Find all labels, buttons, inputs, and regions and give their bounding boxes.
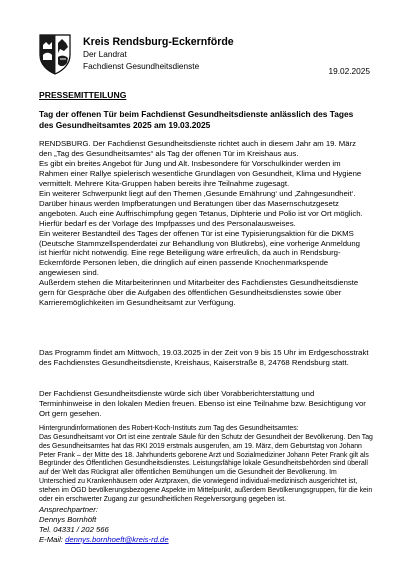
- contact-label: Ansprechpartner:: [39, 505, 98, 514]
- closing-paragraph: [39, 389, 369, 419]
- paragraph: Es gibt ein breites Angebot für Jung und Alt. Insbesondere für Vorschulkinder werden im Rahmen einer Rallye spielerisch wesentliche Grundlagen von Gesundheit, Klima und Hygiene vermittelt. Mehrere Kita-Gruppen haben bereits ihre Teilnahme zugesagt.: [39, 158, 362, 188]
- paragraph: RENDSBURG. Der Fachdienst Gesundheitsdienste richtet auch in diesem Jahr am 19. März den „Tag des Gesundheitsamtes“ als Tag der offenen Tür im Kreishaus aus.: [39, 139, 357, 158]
- paragraph: Der Fachdienst Gesundheitsdienste würde sich über Vorabberichterstattung und Terminhinweise in den lokalen Medien freuen. Ebenso ist eine Teilnahme bzw. Besichtigung vor Ort gern gesehen.: [39, 389, 366, 418]
- contact-block: [39, 505, 369, 545]
- paragraph: Darüber hinaus werden Impfberatungen und Beratungen über das Masernschutzgesetz angeboten. Auch eine Auffrischimpfung gegen Tetanus, Diphterie und Polio ist vor Ort möglich. Hierfür bedarf es der Vorlage des Impfpasses und des Personalausweises.: [39, 198, 363, 228]
- contact-name: Dennys Bornhöft: [39, 515, 97, 524]
- paragraph: Ein weiterer Bestandteil des Tages der offenen Tür ist eine Typisierungsaktion für die DKMS (Deutsche Stammzellspenderdatei zur Behandlung von Blutkrebs), eine vorherige Anmeldung ist hierfür nicht notwendig. Eine rege Beteiligung wäre erfreulich, da auch in Rendsburg-Eckernförde Personen leben, die dringlich auf einen passende Knochenmarkspende angewiesen sind.: [39, 228, 360, 278]
- main-text: [39, 139, 369, 308]
- contact-email-label: E-Mail:: [39, 535, 63, 544]
- coat-of-arms-icon: [38, 33, 72, 75]
- org-header: [83, 36, 343, 72]
- document-date: 19.02.2025: [328, 66, 370, 76]
- paragraph: Außerdem stehen die Mitarbeiterinnen und Mitarbeiter des Fachdienstes Gesundheitsdienste gern für Gespräche über die Aufgaben des öffentlichen Gesundheitsdienstes sowie über Karrieremöglichkeiten im Gesundheitsamt zur Verfügung.: [39, 278, 359, 308]
- background-info: [39, 425, 374, 505]
- contact-email-row: [39, 535, 369, 545]
- press-headline: Tag der offenen Tür beim Fachdienst Gesundheitsdienste anlässlich des Tages des Gesundheitsamtes 2025 am 19.03.2025: [39, 109, 354, 131]
- org-subtitle: Der Landrat: [83, 49, 127, 59]
- contact-phone: Tel. 04331 / 202 566: [39, 525, 109, 534]
- contact-email-link[interactable]: dennys.bornhoeft@kreis-rd.de: [65, 535, 169, 544]
- background-info-text: Das Gesundheitsamt vor Ort ist eine zentrale Säule für den Schutz der Gesundheit der Bevölkerung. Den Tag des Gesundheitsamtes hat das RKI 2019 erstmals ausgerufen, am 19. März, dem Geburtstag von Johann Peter Frank – der Mitte des 18. Jahrhunderts geborene Arzt und Sozialmediziner Johann Peter Frank gilt als Begründer des Öffentlichen Gesundheitsdienstes. Leistungsfähige lokale Gesundheitsbehörden sind überall auf der Welt das Rückgrat aller öffentlichen Bemühungen um die Gesundheit der Bevölkerung. Im Unterschied zu Krankenhäusern oder Arztpraxen, die vorwiegend individual-medizinisch ausgerichtet ist, stehen im ÖGD bevölkerungsbezogene Aspekte im Mittelpunkt, außerdem Bevölkerungsgruppen, für die kein oder ein erschwerter Zugang zur gesundheitlichen Regelversorgung gegeben ist.: [39, 433, 373, 503]
- program-paragraph: [39, 348, 369, 368]
- org-department: Fachdienst Gesundheitsdienste: [83, 60, 200, 71]
- paragraph: Das Programm findet am Mittwoch, 19.03.2025 in der Zeit von 9 bis 15 Uhr im Erdgeschosstrakt des Fachdienstes Gesundheitsdienste, Kreishaus, Kaiserstraße 8, 24768 Rendsburg statt.: [39, 348, 369, 367]
- press-release-label: PRESSEMITTEILUNG: [39, 90, 127, 100]
- paragraph: Ein weiterer Schwerpunkt liegt auf den Themen ‚Gesunde Ernährung‘ und ‚Zahngesundheit‘.: [39, 188, 356, 198]
- org-name: Kreis Rendsburg-Eckernförde: [83, 36, 234, 48]
- background-info-heading: Hintergrundinformationen des Robert-Koch-Instituts zum Tag des Gesundheitsamtes:: [39, 425, 299, 432]
